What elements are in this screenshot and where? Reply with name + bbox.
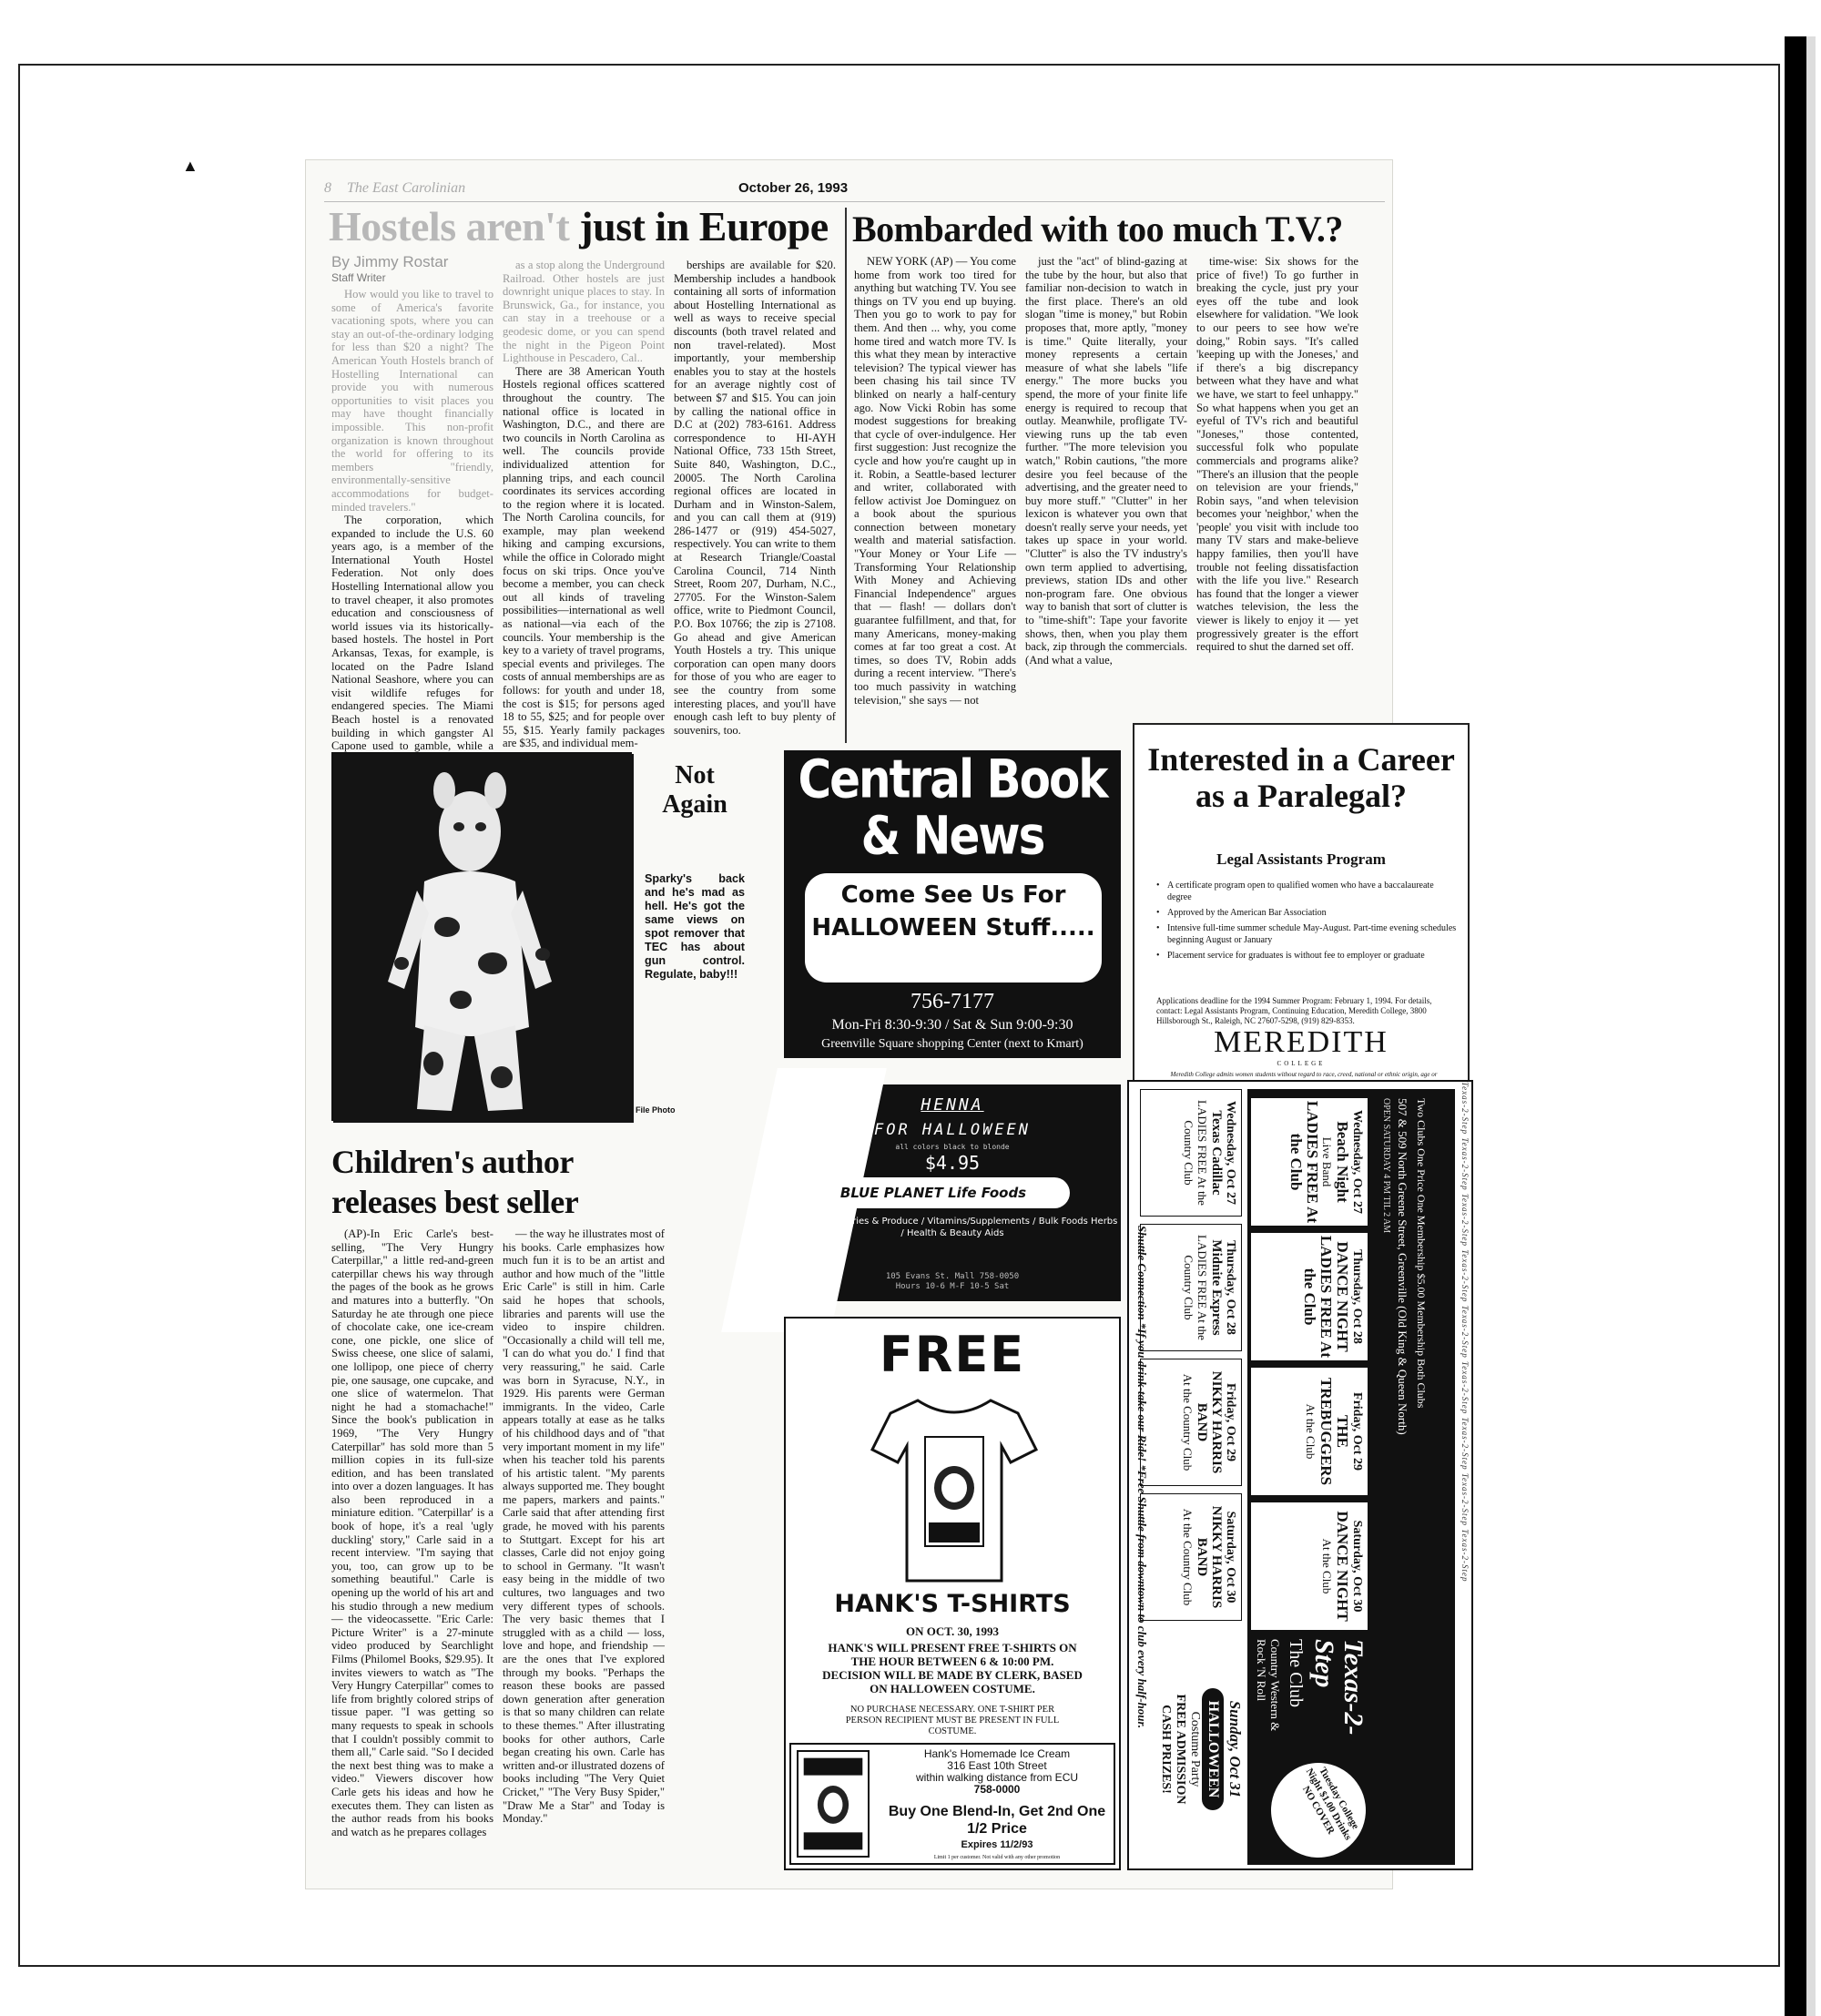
sparky-photo [331,752,632,1121]
texas-logo-block [1251,1639,1368,1757]
hanks-coupon-offer: Buy One Blend-In, Get 2nd One 1/2 Price [888,1804,1106,1837]
halloween-day: Sunday, Oct 31 [1226,1700,1244,1798]
texas-logo-title: Texas-2-Step [1309,1639,1368,1736]
children-author-headline: Children's author releases best seller [331,1144,579,1220]
club-event-note: Live Band [1320,1136,1334,1187]
country-event-act: Midnite Express [1209,1239,1224,1336]
halloween-prizes: CASH PRIZES! [1159,1705,1173,1794]
newspaper-page [305,159,1470,1889]
children-col1-text: (AP)-In Eric Carle's best-selling, "The Very Hungry Caterpillar," a little red-and-green caterpillar chews his way through the pages of the book as he grows and matures into a butterfly. "On Saturday he ate through one piece of chocolate cake, one ice-cream cone, one pickle, one slice of Swiss cheese, one slice of salami, one lollipop, one piece of cherry pie, one sausage, one cupcake, and one slice of watermelon. That night he had a stomachache!" Since the book's publication in 1969, "The Very Hungry Caterpillar" has sold more than 5 million copies in its full-size edition, and has been translated into over a dozen languages. It has also been reproduced in a miniature edition. "Caterpillar' is a book of hope, it's a real 'ugly duckling' story," Carle said in a recent interview. "I'm saying that you, too, can grow up to be something beautiful." Carle is opening up the world of his art and his studio through a new medium — the videocassette. "Eric Carle: Picture Writer" is a 27-minute video produced by Searchlight Films (Philomel Books, $29.95). It invites viewers to watch as "The Very Hungry Caterpillar" comes to life from brightly colored strips of tissue paper. "I was getting so many requests to speak in schools that I couldn't possibly commit to them all," Carle said. "So I decided the next best thing was to make a video." Viewers discover how Carle gets his ideas and how he executes them. They can listen as the author reads from his books and watch as he prepares collages [331,1227,493,1838]
club-event-extra: LADIES FREE At the Club [1287,1100,1321,1224]
paralegal-bullet: • A certificate program open to qualified women who have a baccalaureate degree [1156,880,1457,903]
blue-planet-items: Organic Groceries & Produce / Vitamins/Supplements / Bulk Foods Herbs / Health & Beauty Aids [787,1217,1118,1238]
hanks-coupon-phone: 758-0000 [973,1783,1021,1796]
hanks-date: ON OCT. 30, 1993 [906,1624,999,1638]
henna-price: $4.95 [924,1152,981,1174]
country-event-wed [1140,1089,1242,1217]
texas-address: 507 & 509 North Greene Street, Greenville (Old King & Queen North) [1396,1098,1409,1435]
blue-planet-hours: Hours 10-6 M-F 10-5 Sat [895,1282,1010,1291]
texas-club-panel [1247,1089,1455,1865]
country-event-act: NIKKY HARRIS BAND [1195,1505,1224,1609]
hanks-tshirts-title: HANK'S T-SHIRTS [834,1590,1071,1618]
country-event-sat [1140,1493,1242,1621]
country-event-extra: LADIES FREE At the Country Club [1182,1100,1209,1206]
henna-title: HENNA [921,1095,984,1115]
hostels-column-2 [503,259,666,750]
scan-edge-gray [1806,36,1816,2016]
tv-col3-text: time-wise: Six shows for the price of five!) To go further in breaking the cycle, just pry your eyes off the tube and look elsewhere for validation. "We look to our peers to see how we're doing," Robin says. "It's called 'keeping up with the Joneses,' and if there's a big discrepancy between what they have and what we have, we start to feel unhappy." So what happens when you get an eyeful of TV's rich and beautiful "Joneses," those contented, successful folk who populate commercials and programs alike? "There's an illusion that the people on television are your friends," Robin says, "and when television becomes your 'neighbor,' when the 'people' you visit with include too many TV stars and make-believe happy families, then you'll have trouble not feeling dissatisfaction with the life you live." Research has found that the longer a viewer watches television, the less the viewer is likely to enjoy it — yet progressively greater is the effort required to shut the darned set off. [1196,255,1358,654]
hanks-fine-print: NO PURCHASE NECESSARY. ONE T-SHIRT PER PERSON RECIPIENT MUST BE PRESENT IN FULL COSTUME. [845,1705,1060,1736]
hanks-rules: HANK'S WILL PRESENT FREE T-SHIRTS ON THE HOUR BETWEEN 6 & 10:00 PM. DECISION WILL BE MADE BY CLERK, BASED ON HALLOWEEN COSTUME. [822,1641,1083,1695]
country-event-act: NIKKY HARRIS BAND [1195,1370,1224,1474]
meredith-logo: MEREDITH [1214,1025,1389,1059]
column-rule [845,208,847,743]
blue-planet-address-line: 105 Evans St. Mall 758-0050 [885,1272,1020,1281]
hanks-tshirt-ad [784,1317,1121,1870]
central-book-tagline: Come See Us For HALLOWEEN Stuff..... [805,873,1102,983]
paralegal-ad [1133,723,1470,1098]
registration-mark: ▲ [182,157,198,175]
hanks-coupon-address: 316 East 10th Street [947,1759,1047,1772]
texas-logo-genre: Country Western & Rock 'N Roll [1255,1639,1282,1732]
tv-col2-text: just the "act" of blind-gazing at the tube by the hour, but also that familiar non-decision to watch in the first place. There's an old slogan "time is money," but Robin proposes that, more aptly, "money is time." Quite literally, your money represents a certain measure of what she labels "life energy." The more bucks you spend, the more of your finite life energy is required to recoup that outlay. Meanwhile, profligate TV-viewing runs up the tab even further. "The more television you watch," Robin cautions, "the more desire you feel because of the advertising, and the greater need to buy more stuff." "Clutter" in her lexicon is whatever you own that doesn't really serve your needs, yet takes up space in your world. "Clutter" is also the TV industry's own term applied to advertising, previews, station IDs and other non-program fare. One obvious way to banish that sort of clutter is to "time-shift": Tape your favorite shows, then, when you play them back, zip through the commercials. (And what a value, [1025,255,1187,667]
country-event-day: Saturday, Oct 30 [1224,1511,1237,1604]
tshirt-icon [872,1393,1036,1584]
tv-column-3 [1196,255,1358,710]
central-book-name: Central Book & News [798,748,1107,867]
photo-caption-text: Sparky's back and he's mad as hell. He's got the same views on spot remover that TEC has about gun control. Regulate, baby!!! [645,872,745,981]
club-event-day: Wednesday, Oct 27 [1350,1110,1364,1214]
hostels-byline-role: Staff Writer [331,271,386,284]
paralegal-disclaimer: Meredith College admits women students without regard to race, creed, national or ethnic origin, age or [1170,1071,1438,1078]
hostels-headline [329,202,829,250]
hostels-col1-text: The corporation, which expanded to include the U.S. 60 years ago, is a member of the International Youth Hostel Federation. Not only does Hostelling International allow you to travel cheaper, it also promotes education and consciousness of world issues via its historically-based hostels. The hostel in Port Arkansas, Texas, for example, is located on the Padre Island National Seashore, where you can visit wildlife refuges for endangered species. The Miami Beach hostel is a renovated building in which gangster Al Capone used to gamble, while a [331,514,493,753]
texas-logo-club: The Club [1286,1639,1306,1707]
club-event-extra: LADIES FREE At the Club [1301,1235,1335,1359]
photo-caption [645,761,745,982]
club-event-thu [1251,1233,1368,1360]
country-event-day: Wednesday, Oct 27 [1224,1101,1237,1205]
children-col2-text: — the way he illustrates most of his books. Carle emphasizes how much fun it is to be an artist and author and how much of the "little Eric Carle" is still in him. Carle said he hopes that schools, libraries and parents will use the video to inspire children. "Occasionally a child will tell me, 'I can do what you do.' I find that very reassuring," he said. Carle was born in Syracuse, N.Y., in 1929. His parents were German immigrants. In the video, Carle appears totally at ease as he talks of his childhood days and of "that very important moment in my life" when his teacher told his parents of his artistic talent. "My parents always supported me. They bought me papers, markers and paints." Carle said that after attending first grade, he moved with his parents to Stuttgart. Except for his art classes, Carle did not enjoy going to school in Germany. "It wasn't easy being in the middle of two cultures, two languages and two very different types of schools. The very basic themes that I struggled with as a child — loss, love and hope, and friendship — are the ones that I've explored through my books. "Perhaps the reason these books are passed down generation after generation is that so many children can relate to these themes." After illustrating books for other authors, Carle began creating his own. Carle has written and-or illustrated dozens of books including "The Very Quiet Cricket," "The Very Busy Spider," "Draw Me a Star" and Today is Monday." [503,1227,665,1826]
country-event-day: Friday, Oct 29 [1224,1383,1237,1461]
paralegal-subtitle: Legal Assistants Program [1216,850,1386,868]
texas-open: OPEN SATURDAY 4 PM TIL 2 AM [1381,1098,1391,1234]
hanks-logo [797,1750,870,1858]
club-event-act: THE TREBUGGERS [1317,1377,1351,1486]
texas-2-step-ad [1127,1080,1473,1870]
hanks-coupon-expires: Expires 11/2/93 [961,1839,1033,1850]
hanks-free: FREE [879,1326,1026,1383]
hostels-headline-bold: just in Europe [569,203,829,249]
country-event-fri [1140,1359,1242,1486]
tv-column-1 [854,255,1016,710]
hanks-coupon-limit: Limit 1 per customer. Not valid with any other promotion [933,1855,1061,1860]
club-event-extra: At the Club [1320,1538,1334,1594]
halloween-party [1140,1635,1242,1863]
texas-2-step-rotated [1129,1082,1475,1872]
photo-credit: File Photo [636,1105,676,1115]
club-event-sat [1251,1502,1368,1630]
country-event-day: Thursday, Oct 28 [1224,1240,1237,1335]
tv-column-2 [1025,255,1187,710]
hostels-column-3 [674,259,836,743]
sparky-costume-illustration [333,754,634,1123]
texas-country-panel [1133,1089,1242,1865]
country-event-extra: At the Country Club [1181,1508,1195,1606]
club-event-act: Beach Night [1334,1121,1351,1203]
club-event-day: Friday, Oct 29 [1350,1392,1364,1471]
publication-name: The East Carolinian [347,180,466,196]
hostels-column-1 [331,288,493,753]
halloween-costume: Costume Party [1188,1711,1202,1787]
halloween-free: FREE ADMISSION [1174,1694,1187,1805]
paralegal-bullets [1156,880,1457,965]
country-event-thu [1140,1224,1242,1351]
henna-subtitle: FOR HALLOWEEN [873,1121,1032,1139]
central-book-location: Greenville Square shopping Center (next to Kmart) [821,1037,1083,1051]
henna-blue-planet-ad [784,1084,1121,1301]
paralegal-bullet: • Approved by the American Bar Association [1156,907,1457,919]
hanks-coupon-info [879,1748,1115,1796]
country-event-act: Texas Cadillac [1209,1110,1224,1196]
college-night-oval: Tuesday College Night $1.00 Drinks NO COVER [1254,1746,1383,1875]
tv-col1-text: NEW YORK (AP) — You come home from work too tired for anything but watching TV. You see things on TV you end up buying. Then you go to work to pay for them. And then ... why, you come home tired and watch more TV. Is this what they mean by interactive television? The typical viewer has been chasing his tail since TV blinked on nearly a half-century ago. Now Vicki Robin has some modest suggestions for breaking that cycle of over-indulgence. Her first suggestion: Just recognize the cycle and how you're caught up in it. Robin, a Seattle-based lecturer and writer, collaborated with fellow activist Joe Dominguez on a book about the spurious connection between monetary wealth and material satisfaction. "Your Money or Your Life — Transforming Your Relationship With Money and Achieving Financial Independence" argues that — flash! — dollars don't guarantee fulfillment, and that, for many Americans, money-making comes at far too great a cost. At times, so does TV, Robin adds during a recent interview. "There's too much passivity in watching television," she says — not [854,255,1016,707]
scan-edge [1785,36,1806,2016]
club-event-wed [1251,1098,1368,1226]
club-event-act: DANCE NIGHT [1334,1511,1351,1622]
tv-headline: Bombarded with too much T.V.? [852,209,1343,249]
meredith-logo-sub: COLLEGE [1277,1060,1326,1067]
club-event-day: Thursday, Oct 28 [1350,1249,1364,1344]
texas-band: Texas-2-Step Texas-2-Step Texas-2-Step Texas-2-Step Texas-2-Step Texas-2-Step Texas-2-Step Texas-2-Step Texas-2-Step [1460,1082,1470,1583]
children-column-2 [503,1227,665,1870]
blue-planet-logo: BLUE PLANET Life Foods [797,1177,1070,1208]
central-book-hours: Mon-Fri 8:30-9:30 / Sat & Sun 9:00-9:30 [831,1017,1073,1033]
hostels-col3-text: berships are available for $20. Membership includes a handbook containing all sorts of information about Hostelling International as well as ways to receive special discounts (both travel related and non travel-related). Most importantly, your membership enables you to stay at the hostels for an average nightly cost of between $7 and $15. You can join by calling the national office in D.C at (202) 783-6161. Address correspondence to HI-AYH National Office, 733 15th Street, Suite 840, Washington, D.C., 20005. The North Carolina regional offices are located in Durham and in Winston-Salem, and you can call them at (919) 286-1477 or (919) 454-5027, respectively. You can write to them at Research Triangle/Coastal Carolina Council, 714 Ninth Street, Room 207, Durham, N.C., 27705. For the Winston-Salem office, write to Piedmont Council, P.O. Box 10766; the zip is 27108. Go ahead and give American Youth Hostels a try. This unique corporation can open many doors for those of you who are eager to see the country from some interesting places, and you'll have enough cash left to buy plenty of souvenirs, too. [674,259,836,737]
club-event-fri [1251,1368,1368,1495]
hostels-col2-faint: as a stop along the Underground Railroad. Other hostels are just downright unique places to stay. In Brunswick, Ga., for instance, you can stay in a treehouse or a geodesic dome, or you can spend the night in the Pigeon Point Lighthouse in Pescadero, Cal.. [503,259,665,365]
club-event-extra: At the Club [1304,1403,1317,1460]
paralegal-bullet: • Placement service for graduates is without fee to employer or graduate [1156,950,1457,962]
halloween-badge: HALLOWEEN [1202,1688,1224,1811]
paralegal-title: Interested in a Career as a Paralegal? [1147,741,1455,814]
henna-colors: all colors black to blonde [895,1143,1010,1151]
paralegal-application: Applications deadline for the 1994 Summer Program: February 1, 1994. For details, contact: Legal Assistants Program, Continuing Education, Meredith College, 3800 Hillsborough St., Raleigh, NC 27607-5298, (919) 829-8353. [1156,996,1432,1025]
hostels-byline: By Jimmy Rostar [331,253,449,270]
hanks-coupon-walk: within walking distance from ECU [915,1771,1079,1784]
country-event-extra: At the Country Club [1181,1373,1195,1471]
hanks-coupon-store: Hank's Homemade Ice Cream [923,1747,1071,1760]
paralegal-bullet: • Intensive full-time summer schedule May-August. Part-time evening schedules beginning August or January [1156,922,1457,946]
texas-tagline: Two Clubs One Price One Membership $5.00 Membership Both Clubs [1415,1098,1428,1409]
hanks-coupon [789,1743,1115,1865]
hostels-col1-faint: How would you like to travel to some of America's favorite vacationing spots, where you can stay an out-of-the-ordinary lodging for less than $20 a night? The American Youth Hostels branch of Hostelling International can provide you with numerous opportunities to visit places you may have thought financially impossible. This non-profit organization is known throughout the world for offering to its members "friendly, environmentally-sensitive accommodations for budget-minded travelers." [331,288,493,514]
club-event-act: DANCE NIGHT [1334,1241,1351,1352]
issue-date: October 26, 1993 [738,180,849,196]
page-header [324,180,1385,202]
blue-planet-address [786,1272,1119,1292]
hostels-col2-text: There are 38 American Youth Hostels regional offices scattered throughout the country. The national office is located in Washington, D.C., and there are two councils in North Carolina as well. The councils provide individualized attention for planning trips, and each council coordinates its services according to the region where it is located. The North Carolina councils, for example, may plan weekend hiking and camping excursions, while the office in Colorado might focus on ski trips. Once you've become a member, you can check out all kinds of traveling possibilities—international as well as national—via each of the councils. Your membership is the key to a variety of travel programs, special events and privileges. The costs of annual memberships are as follows: for youth and under 18, the cost is $15; for persons aged 18 to 55, $25; and for people over 55, $15. Yearly family packages are $35, and individual mem- [503,364,666,750]
central-book-ad [784,750,1121,1058]
club-event-day: Saturday, Oct 30 [1350,1520,1364,1613]
shuttle-connection: Shuttle Connection *If you drink-take our Ride! *Free Shuttle from downtown to club every half-hour. [1135,1225,1149,1729]
page-number: 8 [324,180,331,196]
texas-header-right [1373,1599,1451,1863]
photo-caption-title: Not Again [662,761,727,819]
hostels-headline-faded: Hostels aren't [329,203,570,249]
children-column-1 [331,1227,493,1870]
central-book-phone: 756-7177 [910,990,994,1013]
country-event-extra: LADIES FREE At the Country Club [1182,1235,1209,1340]
